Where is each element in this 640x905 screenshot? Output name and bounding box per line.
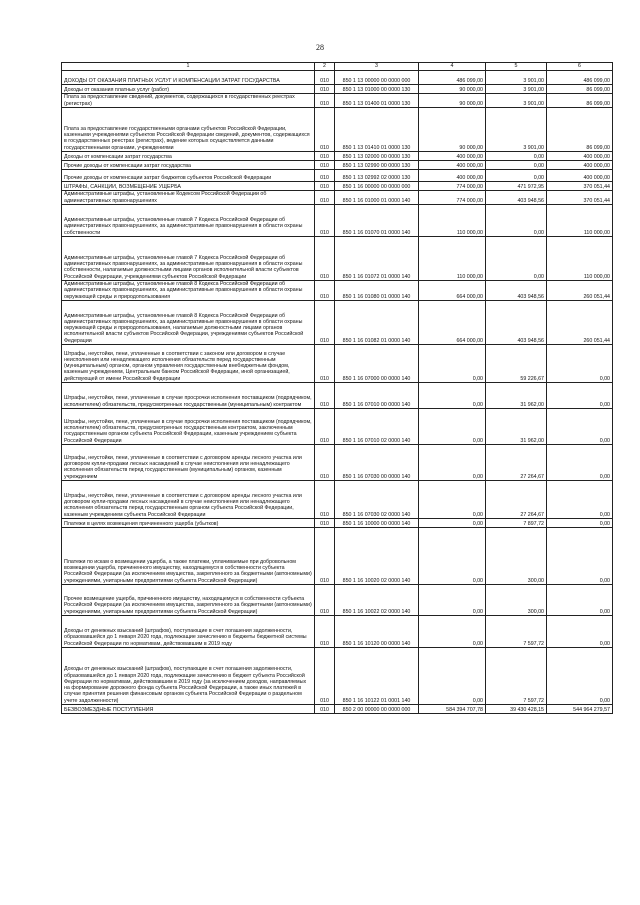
row-remaining: 0,00 xyxy=(547,445,613,481)
row-line-code: 010 xyxy=(315,445,335,481)
row-executed: 403 948,56 xyxy=(486,281,547,301)
row-executed: 0,00 xyxy=(486,205,547,237)
row-planned: 0,00 xyxy=(419,445,486,481)
row-executed: 403 948,56 xyxy=(486,191,547,205)
page-number: 28 xyxy=(316,43,324,52)
table-row xyxy=(62,519,613,528)
row-name: Штрафы, неустойки, пени, уплаченные в случае просрочки исполнения поставщиком (подрядчиком, исполнителем) обязательств, предусмотренных государственным (муниципальным) контрактом xyxy=(62,383,315,409)
row-planned: 0,00 xyxy=(419,585,486,616)
row-budget-code: 850 1 16 01072 01 0000 140 xyxy=(335,237,419,281)
row-budget-code: 850 1 16 07030 00 0000 140 xyxy=(335,445,419,481)
table-row xyxy=(62,616,613,648)
row-line-code: 010 xyxy=(315,616,335,648)
row-name: Штрафы, неустойки, пени, уплаченные в соответствии с договором аренды лесного участка или договором купли-продажи лесных насаждений в случае неисполнения или ненадлежащего исполнения обязательств перед государственным органом субъекта Российской Федерации, казенным учреждением субъекта Российской Федерации xyxy=(62,481,315,519)
revenue-table-body xyxy=(62,63,613,714)
row-budget-code: 850 1 13 01410 01 0000 130 xyxy=(335,108,419,152)
row-name: Платежи по искам о возмещении ущерба, а также платежи, уплачиваемые при добровольном возмещении ущерба, причиненного имуществу, находящемуся в собственности субъекта Российской Федерации (за исключением имущества, закрепленного за бюджетными (автономными) учреждениями, унитарными предприятиями субъекта Российской Федерации) xyxy=(62,528,315,585)
row-remaining: 370 051,44 xyxy=(547,182,613,191)
row-planned: 0,00 xyxy=(419,519,486,528)
row-planned: 400 000,00 xyxy=(419,161,486,170)
row-planned: 90 000,00 xyxy=(419,94,486,108)
row-planned: 90 000,00 xyxy=(419,85,486,94)
row-remaining: 0,00 xyxy=(547,648,613,705)
row-name: Штрафы, неустойки, пени, уплаченные в случае просрочки исполнения поставщиком (подрядчиком, исполнителем) обязательств, предусмотренных государственным контрактом, заключенным государственным органом субъекта Российской Федерации, казенным учреждением субъекта Российской Федерации xyxy=(62,409,315,445)
row-line-code: 010 xyxy=(315,409,335,445)
row-planned: 664 000,00 xyxy=(419,301,486,345)
row-planned: 664 000,00 xyxy=(419,281,486,301)
row-budget-code: 850 1 16 10122 01 0001 140 xyxy=(335,648,419,705)
row-executed: 3 901,00 xyxy=(486,71,547,85)
row-line-code: 010 xyxy=(315,94,335,108)
row-line-code: 010 xyxy=(315,481,335,519)
row-budget-code: 850 1 13 02000 00 0000 130 xyxy=(335,152,419,161)
row-executed: 31 962,00 xyxy=(486,409,547,445)
row-name: Прочие доходы от компенсации затрат государства xyxy=(62,161,315,170)
row-name: Доходы от оказания платных услуг (работ) xyxy=(62,85,315,94)
row-budget-code: 850 1 16 07010 00 0000 140 xyxy=(335,383,419,409)
row-line-code: 010 xyxy=(315,191,335,205)
row-name: Плата за предоставление сведений, документов, содержащихся в государственных реестрах (регистрах) xyxy=(62,94,315,108)
row-remaining: 86 099,00 xyxy=(547,85,613,94)
row-remaining: 0,00 xyxy=(547,345,613,383)
row-budget-code: 850 2 00 00000 00 0000 000 xyxy=(335,705,419,714)
row-line-code: 010 xyxy=(315,237,335,281)
row-name: Платежи в целях возмещения причиненного ущерба (убытков) xyxy=(62,519,315,528)
row-executed: 3 901,00 xyxy=(486,108,547,152)
row-line-code: 010 xyxy=(315,161,335,170)
table-row xyxy=(62,161,613,170)
row-budget-code: 850 1 16 10022 02 0000 140 xyxy=(335,585,419,616)
table-row xyxy=(62,182,613,191)
row-remaining: 0,00 xyxy=(547,481,613,519)
row-remaining: 400 000,00 xyxy=(547,152,613,161)
row-line-code: 010 xyxy=(315,170,335,182)
row-name: Доходы от компенсации затрат государства xyxy=(62,152,315,161)
row-executed: 471 972,95 xyxy=(486,182,547,191)
row-line-code: 010 xyxy=(315,301,335,345)
row-line-code: 010 xyxy=(315,71,335,85)
row-line-code: 010 xyxy=(315,519,335,528)
row-remaining: 370 051,44 xyxy=(547,191,613,205)
row-planned: 0,00 xyxy=(419,616,486,648)
table-row xyxy=(62,71,613,85)
row-name: Штрафы, неустойки, пени, уплаченные в соответствии с договором аренды лесного участка или договором купли-продажи лесных насаждений в случае неисполнения или ненадлежащего исполнения обязательств перед государственным (муниципальным) органом, казенным учреждением xyxy=(62,445,315,481)
row-budget-code: 850 1 16 01000 01 0000 140 xyxy=(335,191,419,205)
table-row xyxy=(62,648,613,705)
table-row xyxy=(62,585,613,616)
row-remaining: 86 099,00 xyxy=(547,108,613,152)
table-row xyxy=(62,205,613,237)
row-name: Административные штрафы, установленные главой 8 Кодекса Российской Федерации об административных правонарушениях, за административные правонарушения в области охраны окружающей среды и природопользования, налагаемые должностными лицами органов исполнительной власти субъектов Российской Федерации, учреждениями субъектов Российской Федерации xyxy=(62,301,315,345)
column-header: 1 xyxy=(62,63,315,71)
table-row xyxy=(62,409,613,445)
row-planned: 0,00 xyxy=(419,409,486,445)
row-name: ШТРАФЫ, САНКЦИИ, ВОЗМЕЩЕНИЕ УЩЕРБА xyxy=(62,182,315,191)
row-name: Прочее возмещение ущерба, причиненного имуществу, находящемуся в собственности субъекта Российской Федерации (за исключением имущества, закрепленного за бюджетными (автономными) учреждениями, унитарными предприятиями субъекта Российской Федерации) xyxy=(62,585,315,616)
row-budget-code: 850 1 13 00000 00 0000 000 xyxy=(335,71,419,85)
row-planned: 0,00 xyxy=(419,528,486,585)
table-row xyxy=(62,705,613,714)
table-row xyxy=(62,301,613,345)
row-planned: 110 000,00 xyxy=(419,237,486,281)
row-planned: 400 000,00 xyxy=(419,152,486,161)
table-row xyxy=(62,85,613,94)
table-row xyxy=(62,281,613,301)
row-budget-code: 850 1 13 02990 00 0000 130 xyxy=(335,161,419,170)
table-row xyxy=(62,481,613,519)
row-line-code: 010 xyxy=(315,281,335,301)
row-planned: 0,00 xyxy=(419,345,486,383)
row-executed: 27 264,67 xyxy=(486,445,547,481)
row-line-code: 010 xyxy=(315,205,335,237)
row-name: Административные штрафы, установленные главой 7 Кодекса Российской Федерации об административных правонарушениях, за административные правонарушения в области охраны собственности, налагаемые должностными лицами органов исполнительной власти субъектов Российской Федерации, учреждениями субъектов Российской Федерации xyxy=(62,237,315,281)
row-budget-code: 850 1 16 07000 00 0000 140 xyxy=(335,345,419,383)
row-remaining: 86 099,00 xyxy=(547,94,613,108)
row-executed: 3 901,00 xyxy=(486,94,547,108)
row-name: Доходы от денежных взысканий (штрафов), поступающие в счет погашения задолженности, образовавшейся до 1 января 2020 года, подлежащие зачислению в бюджет субъекта Российской Федерации по нормативам, действовавшим в 2019 году (за исключением доходов, направляемых на формирование дорожного фонда субъекта Российской Федерации, а также иных платежей в случае принятия решения финансовым органом субъекта Российской Федерации о раздельном учете задолженности) xyxy=(62,648,315,705)
column-header: 4 xyxy=(419,63,486,71)
column-header: 6 xyxy=(547,63,613,71)
row-remaining: 0,00 xyxy=(547,528,613,585)
row-remaining: 0,00 xyxy=(547,383,613,409)
table-row xyxy=(62,383,613,409)
row-budget-code: 850 1 16 10000 00 0000 140 xyxy=(335,519,419,528)
row-name: Штрафы, неустойки, пени, уплаченные в соответствии с законом или договором в случае неисполнения или ненадлежащего исполнения обязательств перед государственным (муниципальным) органом, органом управления государственным внебюджетным фондом, казенным учреждением, Центральным банком Российской Федерации, иной организацией, действующей от имени Российской Федерации xyxy=(62,345,315,383)
row-executed: 39 430 428,15 xyxy=(486,705,547,714)
row-remaining: 260 051,44 xyxy=(547,281,613,301)
column-header: 3 xyxy=(335,63,419,71)
row-executed: 0,00 xyxy=(486,170,547,182)
row-executed: 3 901,00 xyxy=(486,85,547,94)
table-row xyxy=(62,237,613,281)
row-executed: 300,00 xyxy=(486,585,547,616)
row-planned: 0,00 xyxy=(419,383,486,409)
row-budget-code: 850 1 13 02992 02 0000 130 xyxy=(335,170,419,182)
row-executed: 403 948,56 xyxy=(486,301,547,345)
row-planned: 0,00 xyxy=(419,481,486,519)
revenue-table xyxy=(61,62,613,714)
row-remaining: 110 000,00 xyxy=(547,205,613,237)
row-name: Административные штрафы, установленные главой 7 Кодекса Российской Федерации об административных правонарушениях, за административные правонарушения в области охраны собственности xyxy=(62,205,315,237)
row-budget-code: 850 1 16 00000 00 0000 000 xyxy=(335,182,419,191)
column-header: 2 xyxy=(315,63,335,71)
row-line-code: 010 xyxy=(315,705,335,714)
row-executed: 0,00 xyxy=(486,161,547,170)
row-planned: 0,00 xyxy=(419,648,486,705)
table-row xyxy=(62,191,613,205)
row-budget-code: 850 1 16 07010 02 0000 140 xyxy=(335,409,419,445)
table-row xyxy=(62,170,613,182)
row-budget-code: 850 1 16 10020 02 0000 140 xyxy=(335,528,419,585)
row-planned: 584 394 707,78 xyxy=(419,705,486,714)
row-remaining: 260 051,44 xyxy=(547,301,613,345)
row-remaining: 400 000,00 xyxy=(547,170,613,182)
row-remaining: 0,00 xyxy=(547,616,613,648)
row-budget-code: 850 1 16 01080 01 0000 140 xyxy=(335,281,419,301)
row-name: БЕЗВОЗМЕЗДНЫЕ ПОСТУПЛЕНИЯ xyxy=(62,705,315,714)
row-line-code: 010 xyxy=(315,85,335,94)
row-remaining: 0,00 xyxy=(547,519,613,528)
row-executed: 300,00 xyxy=(486,528,547,585)
table-row xyxy=(62,528,613,585)
row-remaining: 110 000,00 xyxy=(547,237,613,281)
row-executed: 27 264,67 xyxy=(486,481,547,519)
row-line-code: 010 xyxy=(315,152,335,161)
row-line-code: 010 xyxy=(315,383,335,409)
row-executed: 0,00 xyxy=(486,152,547,161)
row-planned: 774 000,00 xyxy=(419,182,486,191)
row-line-code: 010 xyxy=(315,345,335,383)
row-name: Административные штрафы, установленные главой 8 Кодекса Российской Федерации об административных правонарушениях, за административные правонарушения в области охраны окружающей среды и природопользования xyxy=(62,281,315,301)
row-executed: 7 597,72 xyxy=(486,648,547,705)
row-name: Плата за предоставление государственными органами субъектов Российской Федерации, казенными учреждениями субъектов Российской Федерации сведений, документов, содержащихся в государственных реестрах (регистрах), ведение которых осуществляется данными государственными органами, учреждениями xyxy=(62,108,315,152)
row-executed: 7 597,72 xyxy=(486,616,547,648)
table-row xyxy=(62,445,613,481)
row-name: Административные штрафы, установленные Кодексом Российской Федерации об административных правонарушениях xyxy=(62,191,315,205)
table-row xyxy=(62,108,613,152)
row-budget-code: 850 1 16 01082 01 0000 140 xyxy=(335,301,419,345)
column-header: 5 xyxy=(486,63,547,71)
row-name: Доходы от денежных взысканий (штрафов), поступающие в счет погашения задолженности, образовавшейся до 1 января 2020 года, подлежащие зачислению в бюджеты бюджетной системы Российской Федерации по нормативам, действовавшим в 2019 году xyxy=(62,616,315,648)
row-executed: 0,00 xyxy=(486,237,547,281)
row-executed: 59 226,67 xyxy=(486,345,547,383)
row-budget-code: 850 1 16 01070 01 0000 140 xyxy=(335,205,419,237)
row-name: Прочие доходы от компенсации затрат бюджетов субъектов Российской Федерации xyxy=(62,170,315,182)
row-remaining: 0,00 xyxy=(547,409,613,445)
row-budget-code: 850 1 13 01400 01 0000 130 xyxy=(335,94,419,108)
row-remaining: 400 000,00 xyxy=(547,161,613,170)
row-remaining: 486 099,00 xyxy=(547,71,613,85)
row-line-code: 010 xyxy=(315,648,335,705)
row-planned: 90 000,00 xyxy=(419,108,486,152)
row-planned: 400 000,00 xyxy=(419,170,486,182)
table-row xyxy=(62,94,613,108)
row-executed: 7 897,72 xyxy=(486,519,547,528)
row-budget-code: 850 1 16 10120 00 0000 140 xyxy=(335,616,419,648)
row-name: ДОХОДЫ ОТ ОКАЗАНИЯ ПЛАТНЫХ УСЛУГ И КОМПЕНСАЦИИ ЗАТРАТ ГОСУДАРСТВА xyxy=(62,71,315,85)
row-remaining: 0,00 xyxy=(547,585,613,616)
row-planned: 110 000,00 xyxy=(419,205,486,237)
row-budget-code: 850 1 13 01000 00 0000 130 xyxy=(335,85,419,94)
table-row xyxy=(62,152,613,161)
row-budget-code: 850 1 16 07030 02 0000 140 xyxy=(335,481,419,519)
row-line-code: 010 xyxy=(315,108,335,152)
row-line-code: 010 xyxy=(315,585,335,616)
row-planned: 486 099,00 xyxy=(419,71,486,85)
row-remaining: 544 964 279,57 xyxy=(547,705,613,714)
table-row xyxy=(62,345,613,383)
row-line-code: 010 xyxy=(315,528,335,585)
table-header-row xyxy=(62,63,613,71)
row-planned: 774 000,00 xyxy=(419,191,486,205)
row-executed: 31 962,00 xyxy=(486,383,547,409)
row-line-code: 010 xyxy=(315,182,335,191)
